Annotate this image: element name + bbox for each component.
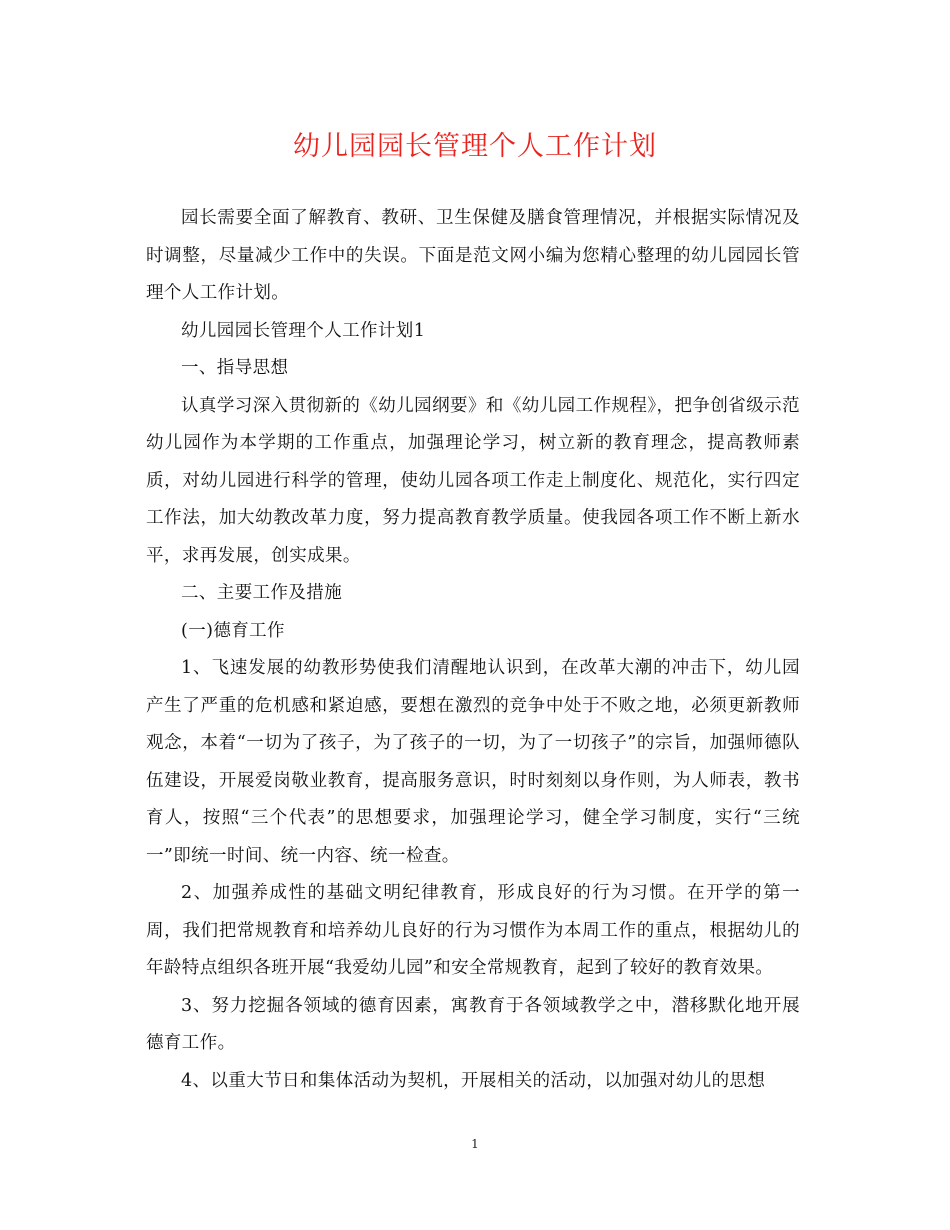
paragraph-item-1: 1、飞速发展的幼教形势使我们清醒地认识到，在改革大潮的冲击下，幼儿园产生了严重的危机感和紧迫感，要想在激烈的竞争中处于不败之地，必须更新教师观念，本着“一切为了孩子，为了孩子的一切，为了一切孩子”的宗旨，加强师德队伍建设，开展爱岗敬业教育，提高服务意识，时时刻刻以身作则，为人师表，教书育人，按照“三个代表”的思想要求，加强理论学习，健全学习制度，实行“三统一”即统一时间、统一内容、统一检查。 [146, 658, 800, 866]
paragraph-section-2-heading: 二、主要工作及措施 [181, 583, 343, 603]
paragraph-item-2: 2、加强养成性的基础文明纪律教育，形成良好的行为习惯。在开学的第一周，我们把常规教育和培养幼儿良好的行为习惯作为本周工作的重点，根据幼儿的年龄特点组织各班开展“我爱幼儿园”和安全常规教育，起到了较好的教育效果。 [146, 883, 800, 978]
page-number: 1 [471, 1137, 479, 1151]
paragraph-guiding-thought: 认真学习深入贯彻新的《幼儿园纲要》和《幼儿园工作规程》，把争创省级示范幼儿园作为本学期的工作重点，加强理论学习，树立新的教育理念，提高教师素质，对幼儿园进行科学的管理，使幼儿园各项工作走上制度化、规范化，实行四定工作法，加大幼教改革力度，努力提高教育教学质量。使我园各项工作不断上新水平，求再发展，创实成果。 [146, 395, 800, 566]
document-body [146, 200, 800, 1100]
paragraph-subsection-moral: (一)德育工作 [181, 620, 285, 641]
paragraph-intro: 园长需要全面了解教育、教研、卫生保健及膳食管理情况，并根据实际情况及时调整，尽量减少工作中的失误。下面是范文网小编为您精心整理的幼儿园园长管理个人工作计划。 [146, 208, 800, 303]
paragraph-section-1-heading: 一、指导思想 [181, 358, 289, 378]
document-title: 幼儿园园长管理个人工作计划 [293, 131, 657, 162]
paragraph-plan-heading: 幼儿园园长管理个人工作计划1 [181, 320, 426, 341]
paragraph-item-4: 4、以重大节日和集体活动为契机，开展相关的活动，以加强对幼儿的思想 [181, 1070, 766, 1091]
paragraph-item-3: 3、努力挖掘各领域的德育因素，寓教育于各领域教学之中，潜移默化地开展德育工作。 [146, 995, 800, 1053]
